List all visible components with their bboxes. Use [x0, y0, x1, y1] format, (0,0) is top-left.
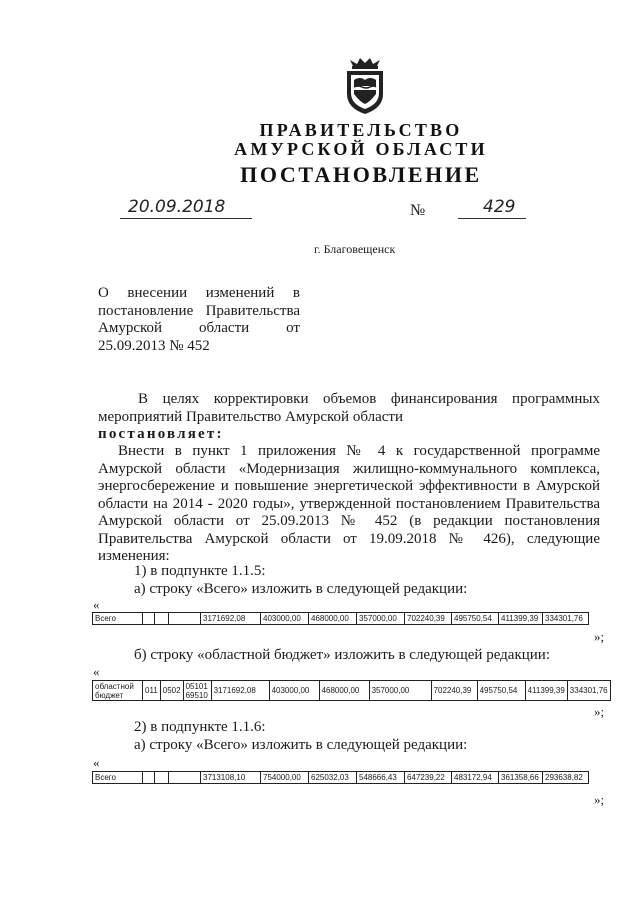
- subject-line: Амурской области от: [98, 320, 300, 336]
- table-row: [93, 613, 589, 625]
- table-cell: 625032,03: [309, 772, 357, 784]
- table-cell: 293638,82: [543, 772, 589, 784]
- table-cell: 468000,00: [309, 613, 357, 625]
- table-cell: [155, 613, 169, 625]
- table-row: [93, 772, 589, 784]
- table-cell: 357000,00: [369, 681, 431, 701]
- number-sign: №: [410, 202, 426, 219]
- table-cell: [169, 772, 201, 784]
- subject-line: О внесении изменений в: [98, 285, 300, 301]
- table-cell: 361358,66: [499, 772, 543, 784]
- table-cell: 702240,39: [405, 613, 452, 625]
- coat-of-arms-emblem: [340, 56, 390, 118]
- table-cell: 403000,00: [269, 681, 319, 701]
- document-type-title: ПОСТАНОВЛЕНИЕ: [240, 162, 482, 187]
- open-quote: «: [93, 664, 100, 679]
- item-1-heading: 1) в подпункте 1.1.5:: [134, 563, 266, 579]
- table-cell: 754000,00: [261, 772, 309, 784]
- table-cell: [143, 772, 155, 784]
- table-cell: 357000,00: [357, 613, 405, 625]
- table-cell: 647239,22: [405, 772, 452, 784]
- document-subject: [98, 285, 300, 355]
- open-quote: «: [93, 755, 100, 770]
- table-cell: областной бюджет: [93, 681, 143, 701]
- table-cell: 702240,39: [431, 681, 477, 701]
- table-row: [93, 681, 611, 701]
- item-2a-text: а) строку «Всего» изложить в следующей редакции:: [134, 737, 468, 753]
- close-quote: »;: [594, 704, 605, 719]
- table-cell: 468000,00: [319, 681, 369, 701]
- table-total-1: [92, 612, 589, 625]
- table-cell: 411399,39: [499, 613, 543, 625]
- table-cell: 495750,54: [477, 681, 525, 701]
- table-cell: 3171692,08: [201, 613, 261, 625]
- table-cell: 334301,76: [543, 613, 589, 625]
- table-cell: [169, 613, 201, 625]
- table-cell: 334301,76: [567, 681, 610, 701]
- table-total-2: [92, 771, 589, 784]
- region-title: АМУРСКОЙ ОБЛАСТИ: [234, 139, 488, 159]
- document-date: 20.09.2018: [128, 197, 226, 217]
- table-cell: 0502: [160, 681, 183, 701]
- table-cell: 3171692,08: [211, 681, 269, 701]
- table-cell: 05101 69510: [183, 681, 211, 701]
- table-cell: 483172,94: [452, 772, 499, 784]
- table-cell: 403000,00: [261, 613, 309, 625]
- table-cell: Всего: [93, 613, 143, 625]
- item-1b-text: б) строку «областной бюджет» изложить в следующей редакции:: [134, 647, 551, 663]
- table-cell: 011: [143, 681, 161, 701]
- table-cell: 548666,43: [357, 772, 405, 784]
- table-cell: Всего: [93, 772, 143, 784]
- table-cell: 411399,39: [525, 681, 567, 701]
- table-cell: [155, 772, 169, 784]
- close-quote: »;: [594, 792, 605, 807]
- table-cell: 495750,54: [452, 613, 499, 625]
- resolves-heading: постановляет:: [98, 426, 224, 442]
- number-underline: [458, 218, 526, 219]
- subject-line: постановление Правительства: [98, 302, 300, 319]
- city-label: г. Благовещенск: [314, 242, 396, 256]
- main-paragraph: Внести в пункт 1 приложения № 4 к государственной программе Амурской области «Модернизация жилищно-коммунального комплекса, энергосбережение и повышение энергетической эффективности в Амурской области на 2014 - 2020 годы», утвержденной постановлением Правительства Амурской области от 25.09.2013 № 452 (в редакции постановления Правительства Амурской области от 19.09.2018 № 426), следующие изменения:: [98, 443, 600, 564]
- date-underline: [120, 218, 252, 219]
- item-1a-text: а) строку «Всего» изложить в следующей редакции:: [134, 581, 468, 597]
- close-quote: »;: [594, 629, 605, 644]
- subject-line: 25.09.2013 № 452: [98, 337, 210, 354]
- government-title: ПРАВИТЕЛЬСТВО: [259, 120, 463, 140]
- table-cell: 3713108,10: [201, 772, 261, 784]
- intro-paragraph: В целях корректировки объемов финансирования программных мероприятий Правительство Амурской области: [98, 391, 600, 425]
- table-regional-budget: [92, 680, 611, 701]
- open-quote: «: [93, 597, 100, 612]
- document-number: 429: [483, 197, 516, 217]
- table-cell: [143, 613, 155, 625]
- item-2-heading: 2) в подпункте 1.1.6:: [134, 719, 266, 735]
